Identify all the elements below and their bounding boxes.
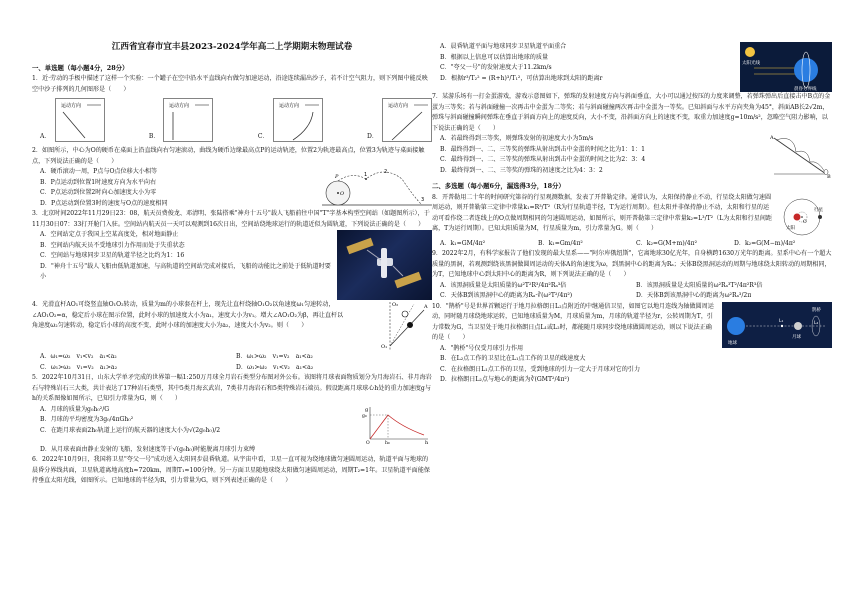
- svg-text:运动方向: 运动方向: [60, 103, 81, 109]
- q9-option-d: D．天体B到该黑洞中心的距离为ω²Rₐ³/2π: [636, 292, 752, 299]
- q1-choice-a: A． 运动方向: [40, 98, 105, 142]
- q9-option-a: A．该黑洞质量是太阳质量的ω²T²R³/4π²Rₐ³倍: [440, 281, 567, 289]
- svg-text:h: h: [425, 439, 429, 445]
- svg-text:O: O: [366, 440, 370, 445]
- question-5: 5．2022年10月31日，山东大学单矛完成的世界第一幅1:250万月球全月岩石类型分布图对外公布。该图将月球表面物质划分为月海岩石、非月海岩石与特殊岩石三大类，共计表达了17种岩石类型，其中5类月海玄武岩，7类非月海岩石和5类特殊岩石端员。假设距离月球球心h处的重力加速度g与h的关系图像如图所示，已知引力常量为G，则（ ）: [32, 374, 432, 402]
- q5-graph: [362, 405, 432, 445]
- question-8: 8．开普勒用二十年的时间研究第谷的行星观测数据，发表了开普勒定律。通常认为，太阳保持静止不动，行星绕太阳做匀速圆周运动，则开普勒第三定律中常量k₁=R³/T²（R为行星轨道半径，T为运行周期）。但太阳并非保持静止不动，太阳和行星的运动可看作绕二者连线上的O点做周期相同的匀速圆周运动，如图所示，则开普勒第三定律中常量k₂=L³/T²（L为太阳和行星间距离，T为运行周期）。已知太阳质量为M，行星质量为m，引力常量为G。则（ ）: [432, 193, 773, 232]
- q4-option-b: B．ω₁>ω₂ v₁=v₂ a₁<a₂: [236, 353, 313, 360]
- q9-options: [432, 281, 832, 302]
- q3-option-c: C．空间站与地球同步卫星的轨道半径之比约为1：16: [40, 252, 185, 259]
- q4-option-c: C．ω₁>ω₂ v₁=v₂ a₁>a₂: [40, 363, 118, 371]
- right-column: [432, 42, 832, 386]
- q1-figure-d: [382, 98, 432, 142]
- q5-option-d: D．从月球表面由静止发射的飞船，发射速度等于√(g₀h₀)时能脱离月球引力束缚: [40, 445, 256, 453]
- q7-option-c: C．最终得到一、二、三等奖的弹珠从射出到击中金蛋的时间之比为2：3：4: [440, 156, 646, 163]
- q3-option-b: B．空间站内航天员不受地球引力作用而处于失重状态: [40, 241, 185, 249]
- q10-option-b: B．在L₂点工作的卫星比在L₁点工作的卫星的线速度大: [440, 355, 586, 362]
- question-6-body: [432, 42, 832, 92]
- q6-option-b: B．根据以上信息可以估算出地球的质量: [440, 53, 549, 61]
- svg-text:L₂: L₂: [814, 320, 819, 326]
- question-9: 9．2022年2月，有科学家报告了他们发现的最大星系——"阿尔库俄纽斯"，它离地球30亿光年，自身横跨1630万光年的距离。星系中心有一个超大质量的黑洞，若观测到绕该黑洞做圆周运动的天体A的角速度为ω，到黑洞中心的距离为Rₐ；天体B绕黑洞运动的周期与地球绕太阳转动的周期相同，为T，已知地球中心到太阳中心的距离为R，则下列说法正确的是（ ）: [432, 250, 832, 278]
- q7-option-d: D．最终得到一、二、三等奖的弹珠的初速度之比为4：3：2: [440, 166, 603, 174]
- q5-option-a: A．月球的质量为g₀h₀²/G: [40, 405, 110, 413]
- svg-text:月球: 月球: [792, 334, 801, 340]
- svg-text:3: 3: [421, 197, 425, 203]
- q3-option-a: A．空间站定点于我国上空某高度处，相对地面静止: [40, 231, 179, 238]
- q1-choice-d: D． 运动方向: [367, 98, 432, 142]
- question-1: 1．近·劳动的手极中描述了这样一个实验：一个罐子在空中沿水平直线向右做匀加速运动，沿途连续漏出沙子，若不计空气阻力，则下列图中能反映空中沙子排列的几何图形是（ ）: [32, 75, 428, 93]
- q5-option-b: B．月球的平均密度为3g₀/4πGh₀²: [40, 416, 134, 423]
- question-8-body: [432, 193, 832, 239]
- q1-choice-b: B． 运动方向: [149, 98, 214, 142]
- svg-text:O: O: [803, 219, 807, 225]
- question-4-body: [32, 300, 432, 352]
- section-multi-choice: 二、多选题（每小题6分，漏选得3分，18分）: [432, 182, 565, 190]
- question-2-body: [32, 167, 432, 209]
- svg-text:h₀: h₀: [385, 440, 390, 445]
- q1-figure-a: [55, 98, 105, 142]
- q6-option-a: A．晨昏轨道平面与地球同步卫星轨道平面重合: [440, 43, 567, 50]
- svg-text:L₁: L₁: [779, 318, 784, 324]
- svg-text:P: P: [335, 174, 339, 180]
- q2-option-c: C．P点运动到位置2时向心加速度大小为零: [40, 189, 157, 196]
- svg-text:晨昏分界线: 晨昏分界线: [794, 87, 817, 92]
- q1-figure-c: [273, 98, 323, 142]
- svg-text:2: 2: [384, 169, 388, 175]
- svg-text:鹊桥: 鹊桥: [812, 307, 821, 313]
- q9-option-c: C．天体B到该黑洞中心的距离为Rₐ·∛(ω²T²/4π²): [440, 292, 573, 299]
- q4-rod-figure: [350, 300, 432, 352]
- space-station-photo: [337, 230, 432, 300]
- q10-lagrange-figure: [722, 302, 832, 348]
- svg-text:O: O: [340, 191, 345, 197]
- svg-text:O₁: O₁: [381, 344, 388, 350]
- q4-option-d: D．ω₁>ω₂ v₁<v₂ a₁<a₂: [236, 363, 314, 371]
- q10-option-d: D．拉格朗日L₂点与地心的距离为∛(GMT²/4π²): [440, 376, 570, 383]
- q4-option-a: A．ω₁=ω₂ v₁<v₂ a₁<a₂: [40, 353, 117, 360]
- section-single-choice: 一、单选题（每小题4分，28分）: [32, 63, 129, 72]
- q2-coin-figure: [322, 167, 432, 209]
- question-3: 3．北京时间2022年11月29日23：08，航天员费俊龙、邓清明、张陆搭乘"神舟十五号"载人飞船前往中国"T"字基本构型空间站（如题图所示），于11月30日07：33打开舱门入驻。空间站内航天员一天可以观测到16次日出，空间站绕地球运行的轨道近似为圆轨道，下列说法正确的是（ ）: [32, 210, 430, 228]
- q2-option-d: D．P点运动到位置3时的速度与O点的速度相同: [40, 199, 168, 207]
- svg-text:g₀: g₀: [362, 413, 367, 419]
- svg-text:地球: 地球: [728, 340, 737, 346]
- q8-option-c: C．k₂=G(M+m)/4π²: [636, 239, 698, 247]
- svg-text:O₂: O₂: [392, 302, 399, 308]
- question-10-body: [432, 302, 832, 386]
- q8-options: [432, 239, 832, 250]
- q9-option-b: B．该黑洞质量是太阳质量的ω²Rₐ³T²/4π²R³倍: [636, 281, 763, 289]
- left-column: [32, 0, 432, 487]
- question-3-body: [32, 230, 432, 300]
- q6-option-d: D．根据r³/T₂² = (R+h)³/T₁²，可估算出地球到太阳的距离r: [440, 74, 603, 82]
- question-7-body: [432, 134, 832, 178]
- svg-text:A: A: [770, 135, 774, 141]
- q1-figure-b: [163, 98, 213, 142]
- q3-option-d: D．"神舟十五号"载人飞船由低轨道加速，与高轨道的空间站完成对接后，飞船的动能比之前处于低轨道时要小: [40, 262, 331, 280]
- svg-text:太阳: 太阳: [786, 225, 795, 231]
- q6-orbit-figure: [740, 42, 832, 92]
- q10-option-a: A．"鹊桥"号仅受月球引力作用: [440, 344, 524, 352]
- q7-option-b: B．最终得到一、二、三等奖的弹珠从射出到击中金蛋的时间之比为1：1：1: [440, 145, 646, 153]
- svg-text:1: 1: [364, 172, 368, 178]
- space-station-icon: [337, 230, 432, 300]
- q7-slope-figure: [770, 134, 832, 178]
- svg-text:g: g: [365, 406, 369, 413]
- svg-text:太阳光线: 太阳光线: [742, 61, 760, 66]
- question-5-body: [32, 405, 432, 445]
- question-2: 2．如图所示，中心为O的硬币在桌面上沿直线向右匀速滚动，曲线为硬币边缘最高点P的运动轨迹，位置2为轨迹最高点，位置3为轨迹与桌面接触点，下列说法正确的是（ ）: [32, 147, 425, 165]
- question-4: 4．光滑直杆AO₁可绕竖直轴O₁O₂转动，质量为m的小球套在杆上，现先让直杆绕轴O₁O₂以角速度ω₁匀速转动，∠AO₁O₂=α，稳定后小球在图示位置，此时小球的加速度大小为a₁，速度大小为v₁。增大∠AO₁O₂为β，再让直杆以角速度ω₂匀速转动，稳定后小球的高度不变，此时小球的加速度大小为a₂，速度大小为v₂。则（ ）: [32, 301, 344, 329]
- q8-option-a: A．k₁=GM/4π²: [440, 239, 486, 247]
- q2-option-b: B．P点运动到位置1时速度方向为水平向右: [40, 178, 157, 186]
- question-6: 6．2022年10月9日，我国将卫星"夸父一号"成功送入太阳同步晨昏轨道。从宇宙中看，卫星一直可视为绕地球做匀速圆周运动，轨道平面与地球的晨昏分界线共面，卫星轨道离地高度h≈720km，周期T₁≈100分钟。另一方面卫星随地球绕太阳做匀速圆周运动，周期T₂=1年。卫星轨道平面能保持垂直太阳光线，如图所示。已知地球的半径为R，引力常量为G，则下列表述正确的是（ ）: [32, 456, 430, 484]
- svg-text:运动方向: 运动方向: [388, 103, 409, 109]
- question-10: 10．"鹊桥"号是世界首颗运行于地月拉格朗日L₂点附近的中继通信卫星，如图它以地月连线为轴做圆周运动，同时随月球绕地球运转，已知地球质量为M，月球质量为m，月球的轨道半径为r，公转周期为T，引力常数为G，当卫星处于地月拉格朗日点L₁或L₂时，都能随月球同步绕地球做圆周运动，则以下说法正确的是（ ）: [432, 302, 714, 341]
- page-title: 江西省宜春市宜丰县2023-2024学年高二上学期期末物理试卷: [111, 42, 353, 52]
- svg-text:B: B: [827, 174, 831, 178]
- q2-option-a: A．硬币滚动一周，P点与O点位移大小相等: [40, 168, 158, 175]
- q6-option-c: C．"夸父一号"的发射速度大于11.2km/s: [440, 64, 552, 71]
- question-1-choices: [32, 98, 432, 142]
- q1-choice-c: C． 运动方向: [258, 98, 323, 142]
- svg-text:行星: 行星: [814, 207, 823, 213]
- q7-option-a: A．若最终得到三等奖，则弹珠发射的初速度大小为5m/s: [440, 135, 594, 142]
- q8-option-b: B．k₁=Gm/4π²: [538, 239, 583, 247]
- svg-text:运动方向: 运动方向: [169, 103, 190, 109]
- svg-text:A: A: [424, 304, 428, 310]
- q10-option-c: C．在拉格朗日L₁点工作的卫星，受到地球的引力一定大于月球对它的引力: [440, 365, 641, 373]
- question-7: 7．某游乐场有一打金蛋游戏，游戏示意图如下，弹珠的发射速度方向与斜面垂直，大小可以通过按压的力度来调整，若弹珠弹出后直接击中B点的金蛋为三等奖；若与斜面碰撞一次再击中金蛋为二等奖；若与斜面碰撞两次再击中金蛋为一等奖。已知斜面与水平方向夹角为45°，斜面AB长2√2m，弹珠与斜面碰撞瞬间弹珠在垂直于斜面方向上的速度反向，大小不变，沿斜面方向上的速度不变，取重力加速度g=10m/s²，忽略空气阻力影响，以下说法正确的是（ ）: [432, 93, 831, 132]
- question-6-start: [32, 455, 432, 487]
- q5-option-c: C．在距月球表面2h₀轨道上运行的航天器的速度大小为√(2g₀h₀)/2: [40, 426, 221, 434]
- q4-options: [32, 352, 432, 373]
- svg-text:运动方向: 运动方向: [278, 103, 299, 109]
- q8-option-d: D．k₂=G(M−m)/4π²: [734, 239, 796, 247]
- q8-binary-orbit-figure: [780, 193, 832, 239]
